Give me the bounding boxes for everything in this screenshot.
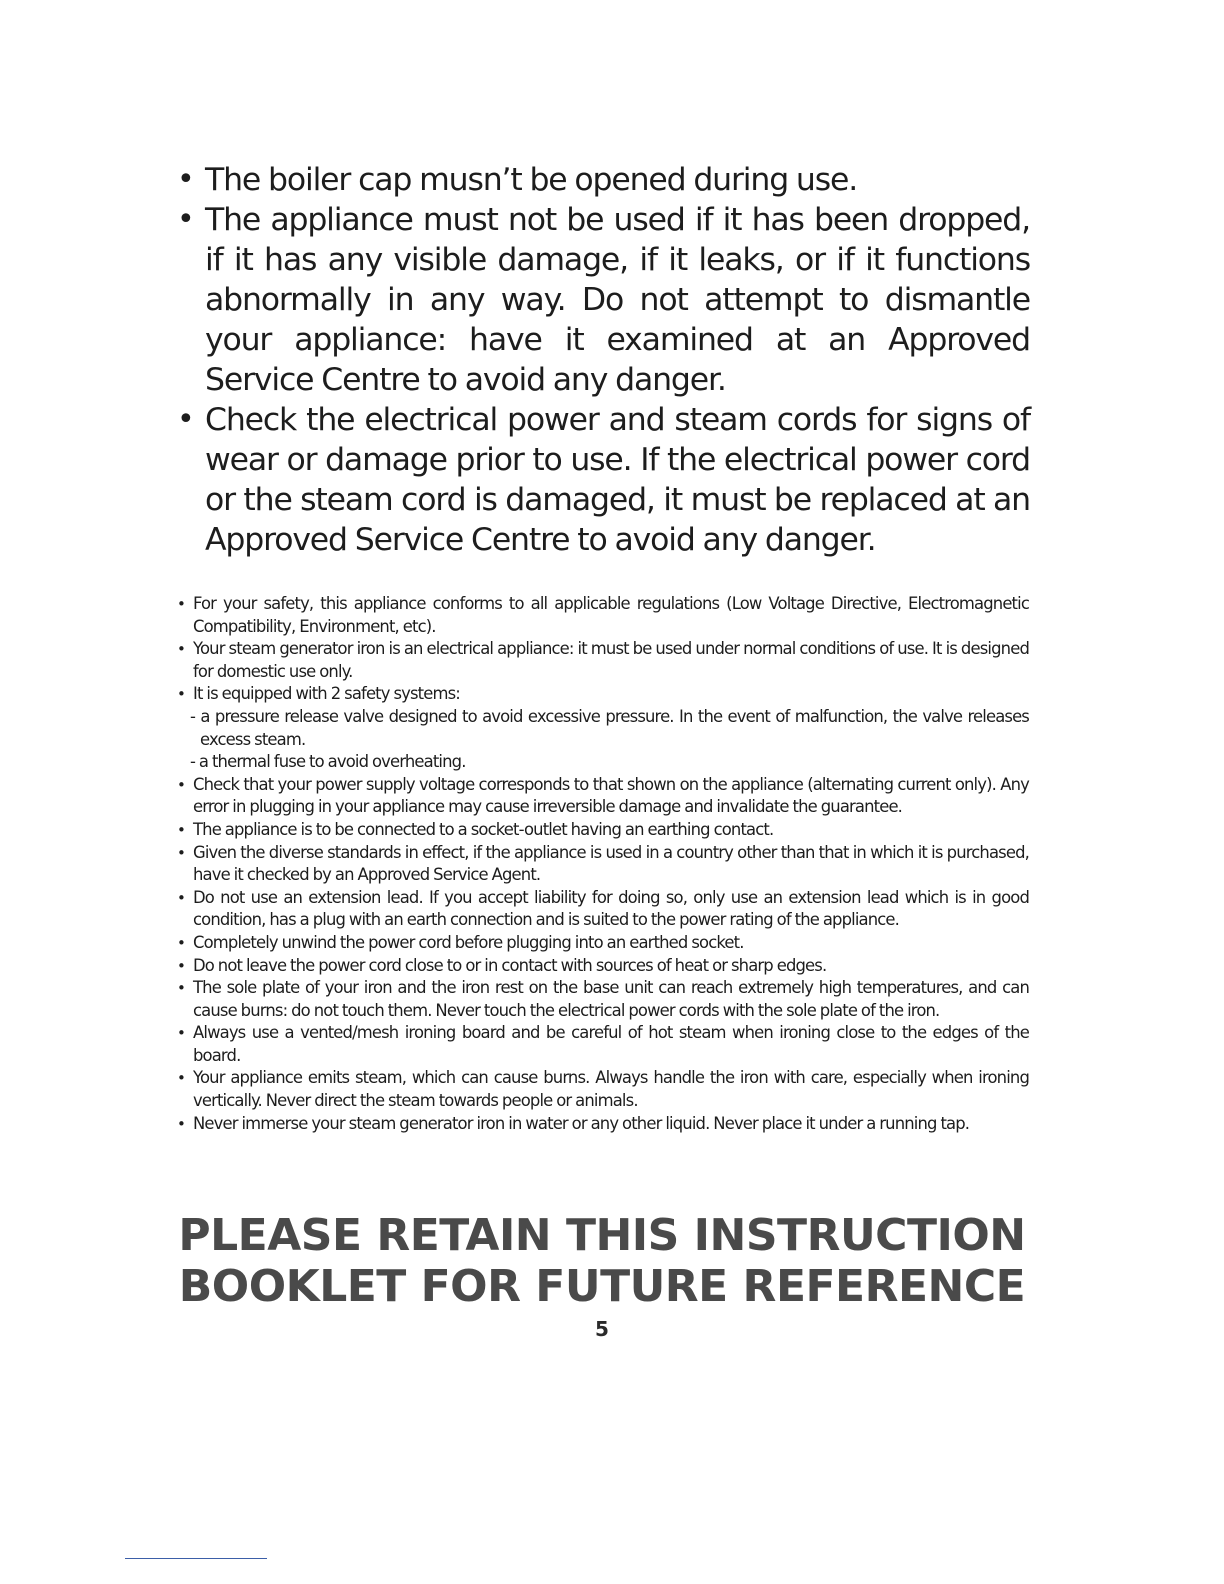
safety-subitem: - a pressure release valve designed to avoid excessive pressure. In the event of malfunction, the valve releases excess steam. [190,706,1029,749]
bullet-icon: • [177,162,194,197]
main-warning-item: • The appliance must not be used if it has been dropped, if it has any visible damage, if it leaks, or if it functions abnormally in any way. Do not attempt to dismantle your appliance: have it examined at an Approved Service Centre to avoid any danger. [177,202,1030,398]
bullet-icon: • [177,1069,185,1088]
bullet-icon: • [177,775,185,794]
bullet-icon: • [177,640,185,659]
main-warning-item: • The boiler cap musn’t be opened during use. [177,162,858,198]
retain-notice-line: BOOKLET FOR FUTURE REFERENCE [178,1261,1026,1312]
safety-item: • Do not use an extension lead. If you accept liability for doing so, only use an extension lead which is in good condition, has a plug with an earth connection and is suited to the power rating of the appliance. [177,887,1029,930]
safety-list [176,593,1029,1135]
retain-notice-line: PLEASE RETAIN THIS INSTRUCTION [178,1210,1026,1261]
bullet-icon: • [177,820,185,839]
bullet-icon: • [177,202,194,237]
safety-item: • It is equipped with 2 safety systems: [176,683,1029,706]
footnote-divider [125,1558,267,1559]
bullet-icon: • [177,979,185,998]
bullet-icon: • [177,933,185,952]
safety-item: • Check that your power supply voltage corresponds to that shown on the appliance (alternating current only). Any error in plugging in your appliance may cause irreversible damage and invalidate the guarantee. [177,774,1029,817]
main-warning-item: • Check the electrical power and steam cords for signs of wear or damage prior to use. If the electrical power cord or the steam cord is damaged, it must be replaced at an Approved Service Centre to avoid any danger. [177,402,1030,558]
page-number: 5 [595,1317,609,1341]
bullet-icon: • [177,595,185,613]
bullet-icon: • [177,402,194,437]
bullet-icon: • [177,956,185,975]
bullet-icon: • [177,843,185,862]
bullet-icon: • [177,888,185,907]
safety-item: • Your steam generator iron is an electrical appliance: it must be used under normal conditions of use. It is designed for domestic use only. [177,639,1029,681]
safety-item: • Do not leave the power cord close to or in contact with sources of heat or sharp edges. [176,955,1029,978]
safety-item: • For your safety, this appliance conforms to all applicable regulations (Low Voltage Directive, Electromagnetic Compatibility, Environment, etc). [177,594,1029,636]
safety-item: • Always use a vented/mesh ironing board and be careful of hot steam when ironing close to the edges of the board. [177,1023,1029,1065]
safety-item: • The sole plate of your iron and the iron rest on the base unit can reach extremely high temperatures, and can cause burns: do not touch them. Never touch the electrical power cords with the sole plate of the iron. [177,978,1029,1020]
safety-item: • Given the diverse standards in effect, if the appliance is used in a country other than that in which it is purchased, have it checked by an Approved Service Agent. [177,842,1029,885]
safety-item: • Never immerse your steam generator iron in water or any other liquid. Never place it under a running tap. [176,1113,1029,1136]
bullet-icon: • [177,685,185,704]
bullet-icon: • [177,1024,185,1043]
safety-item: • Your appliance emits steam, which can cause burns. Always handle the iron with care, especially when ironing vertically. Never direct the steam towards people or animals. [177,1068,1029,1111]
safety-item: • The appliance is to be connected to a socket-outlet having an earthing contact. [176,819,1029,842]
safety-item: • Completely unwind the power cord before plugging into an earthed socket. [176,932,1029,955]
bullet-icon: • [177,1114,185,1133]
safety-subitem: - a thermal fuse to avoid overheating. [190,752,466,772]
main-warnings-list [175,160,1030,560]
retain-notice [150,1210,1054,1312]
